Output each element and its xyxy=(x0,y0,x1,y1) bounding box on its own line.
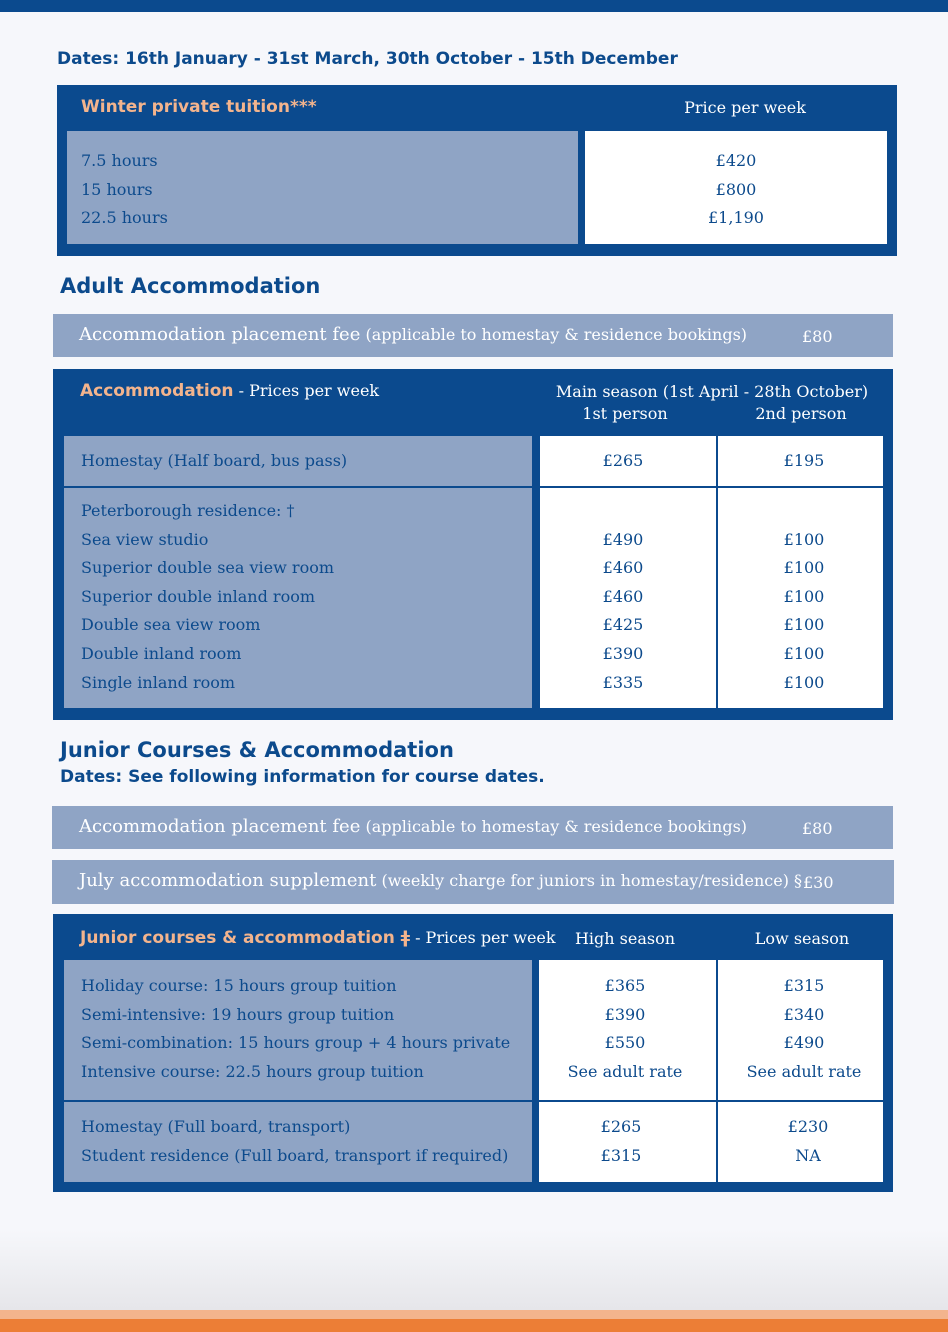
residence-p2: £100 xyxy=(783,529,825,549)
placement-fee-label: Accommodation placement fee xyxy=(79,324,361,345)
junior-course-label: Holiday course: 15 hours group tuition xyxy=(81,976,397,995)
adult-accommodation-table xyxy=(53,369,893,720)
winter-tuition-table xyxy=(57,85,897,256)
junior-courses-low-cell xyxy=(718,960,883,1100)
junior-course-label: Intensive course: 22.5 hours group tuition xyxy=(81,1061,424,1081)
junior-accommodation-low-cell xyxy=(718,1102,883,1182)
residence-p1: £390 xyxy=(602,643,644,663)
junior-dates: Dates: See following information for course dates. xyxy=(60,767,545,787)
winter-row-label: 7.5 hours xyxy=(81,151,158,170)
junior-accommodation-label: Student residence (Full board, transport if required) xyxy=(81,1145,509,1165)
july-supplement-note: (weekly charge for juniors in homestay/residence) § xyxy=(381,871,803,890)
residence-room-label: Double sea view room xyxy=(81,615,261,635)
junior-course-high: See adult rate xyxy=(567,1061,683,1081)
residence-room-label: Single inland room xyxy=(81,672,236,692)
junior-placement-fee-bar xyxy=(52,806,893,849)
footer-stripe xyxy=(0,1310,948,1332)
top-border xyxy=(0,0,948,12)
junior-accommodation-label-cell xyxy=(64,1102,532,1182)
junior-course-label: Semi-combination: 15 hours group + 4 hours private xyxy=(81,1033,511,1053)
homestay-p1: £265 xyxy=(602,451,644,470)
junior-courses-heading: Junior Courses & Accommodation xyxy=(60,738,454,762)
residence-p1-cell xyxy=(540,488,716,708)
junior-course-high: £365 xyxy=(604,976,646,995)
homestay-label: Homestay (Half board, bus pass) xyxy=(81,451,348,470)
residence-room-label: Sea view studio xyxy=(81,529,209,549)
main-season-header: Main season (1st April - 28th October) xyxy=(555,382,869,401)
residence-title: Peterborough residence: † xyxy=(81,501,295,520)
residence-p2: £100 xyxy=(783,672,825,692)
winter-row-price: £800 xyxy=(715,179,757,199)
placement-fee-note: (applicable to homestay & residence bookings) xyxy=(365,325,748,344)
junior-course-low: £490 xyxy=(783,1033,825,1053)
footer-fade xyxy=(0,1230,948,1310)
residence-p2: £100 xyxy=(783,615,825,635)
junior-course-high: £550 xyxy=(604,1033,646,1053)
residence-room-label: Superior double inland room xyxy=(81,586,315,606)
junior-courses-table xyxy=(53,914,893,1192)
junior-course-label: Semi-intensive: 19 hours group tuition xyxy=(81,1004,395,1024)
winter-dates: Dates: 16th January - 31st March, 30th October - 15th December xyxy=(57,49,678,69)
residence-room-label: Double inland room xyxy=(81,643,242,663)
winter-row-price: £420 xyxy=(715,151,757,170)
residence-p1: £460 xyxy=(602,586,644,606)
homestay-label-cell xyxy=(64,436,532,486)
residence-p2-cell xyxy=(718,488,883,708)
junior-accommodation-low: NA xyxy=(795,1145,821,1165)
july-supplement-bar xyxy=(52,860,894,904)
winter-labels-cell xyxy=(67,131,578,244)
junior-placement-fee-price: £80 xyxy=(802,819,833,838)
homestay-p2: £195 xyxy=(783,451,825,470)
high-season-header: High season xyxy=(574,929,676,948)
junior-courses-high-cell xyxy=(539,960,716,1100)
junior-course-low: £315 xyxy=(783,976,825,995)
adult-accommodation-heading: Adult Accommodation xyxy=(60,274,321,298)
junior-placement-fee-label: Accommodation placement fee xyxy=(79,816,361,837)
residence-p2: £100 xyxy=(783,586,825,606)
junior-course-low: See adult rate xyxy=(746,1061,862,1081)
july-supplement-label: July accommodation supplement xyxy=(79,870,377,891)
winter-row-label: 15 hours xyxy=(81,179,153,199)
low-season-header: Low season xyxy=(754,929,850,948)
residence-p1: £335 xyxy=(602,672,644,692)
junior-accommodation-low: £230 xyxy=(787,1117,829,1136)
placement-fee-price: £80 xyxy=(802,327,833,346)
first-person-header: 1st person xyxy=(582,404,668,423)
residence-p2: £100 xyxy=(783,558,825,578)
residence-p1: £460 xyxy=(602,558,644,578)
junior-table-title: Junior courses & accommodation ǂ xyxy=(80,928,410,948)
adult-placement-fee-bar xyxy=(53,314,893,357)
winter-prices-cell xyxy=(585,131,887,244)
junior-course-low: £340 xyxy=(783,1004,825,1024)
second-person-header: 2nd person xyxy=(755,404,847,423)
residence-room-label: Superior double sea view room xyxy=(81,558,334,578)
winter-tuition-title: Winter private tuition*** xyxy=(81,97,317,117)
junior-placement-fee-note: (applicable to homestay & residence bookings) xyxy=(365,817,748,836)
junior-course-high: £390 xyxy=(604,1004,646,1024)
junior-accommodation-high: £315 xyxy=(600,1145,642,1165)
accommodation-table-title: Accommodation xyxy=(80,381,234,401)
winter-row-price: £1,190 xyxy=(708,208,764,228)
winter-row-label: 22.5 hours xyxy=(81,208,168,228)
residence-label-cell xyxy=(64,488,532,708)
residence-p1: £490 xyxy=(602,529,644,549)
junior-courses-label-cell xyxy=(64,960,532,1100)
junior-table-subtitle: - Prices per week xyxy=(415,928,556,947)
junior-accommodation-high: £265 xyxy=(600,1117,642,1136)
junior-accommodation-label: Homestay (Full board, transport) xyxy=(81,1117,351,1136)
july-supplement-price: £30 xyxy=(803,873,834,892)
accommodation-table-subtitle: - Prices per week xyxy=(238,381,380,400)
residence-p2: £100 xyxy=(783,643,825,663)
residence-p1: £425 xyxy=(602,615,644,635)
price-per-week-header: Price per week xyxy=(684,98,806,117)
homestay-p2-cell xyxy=(718,436,883,486)
junior-accommodation-high-cell xyxy=(539,1102,716,1182)
homestay-p1-cell xyxy=(540,436,716,486)
